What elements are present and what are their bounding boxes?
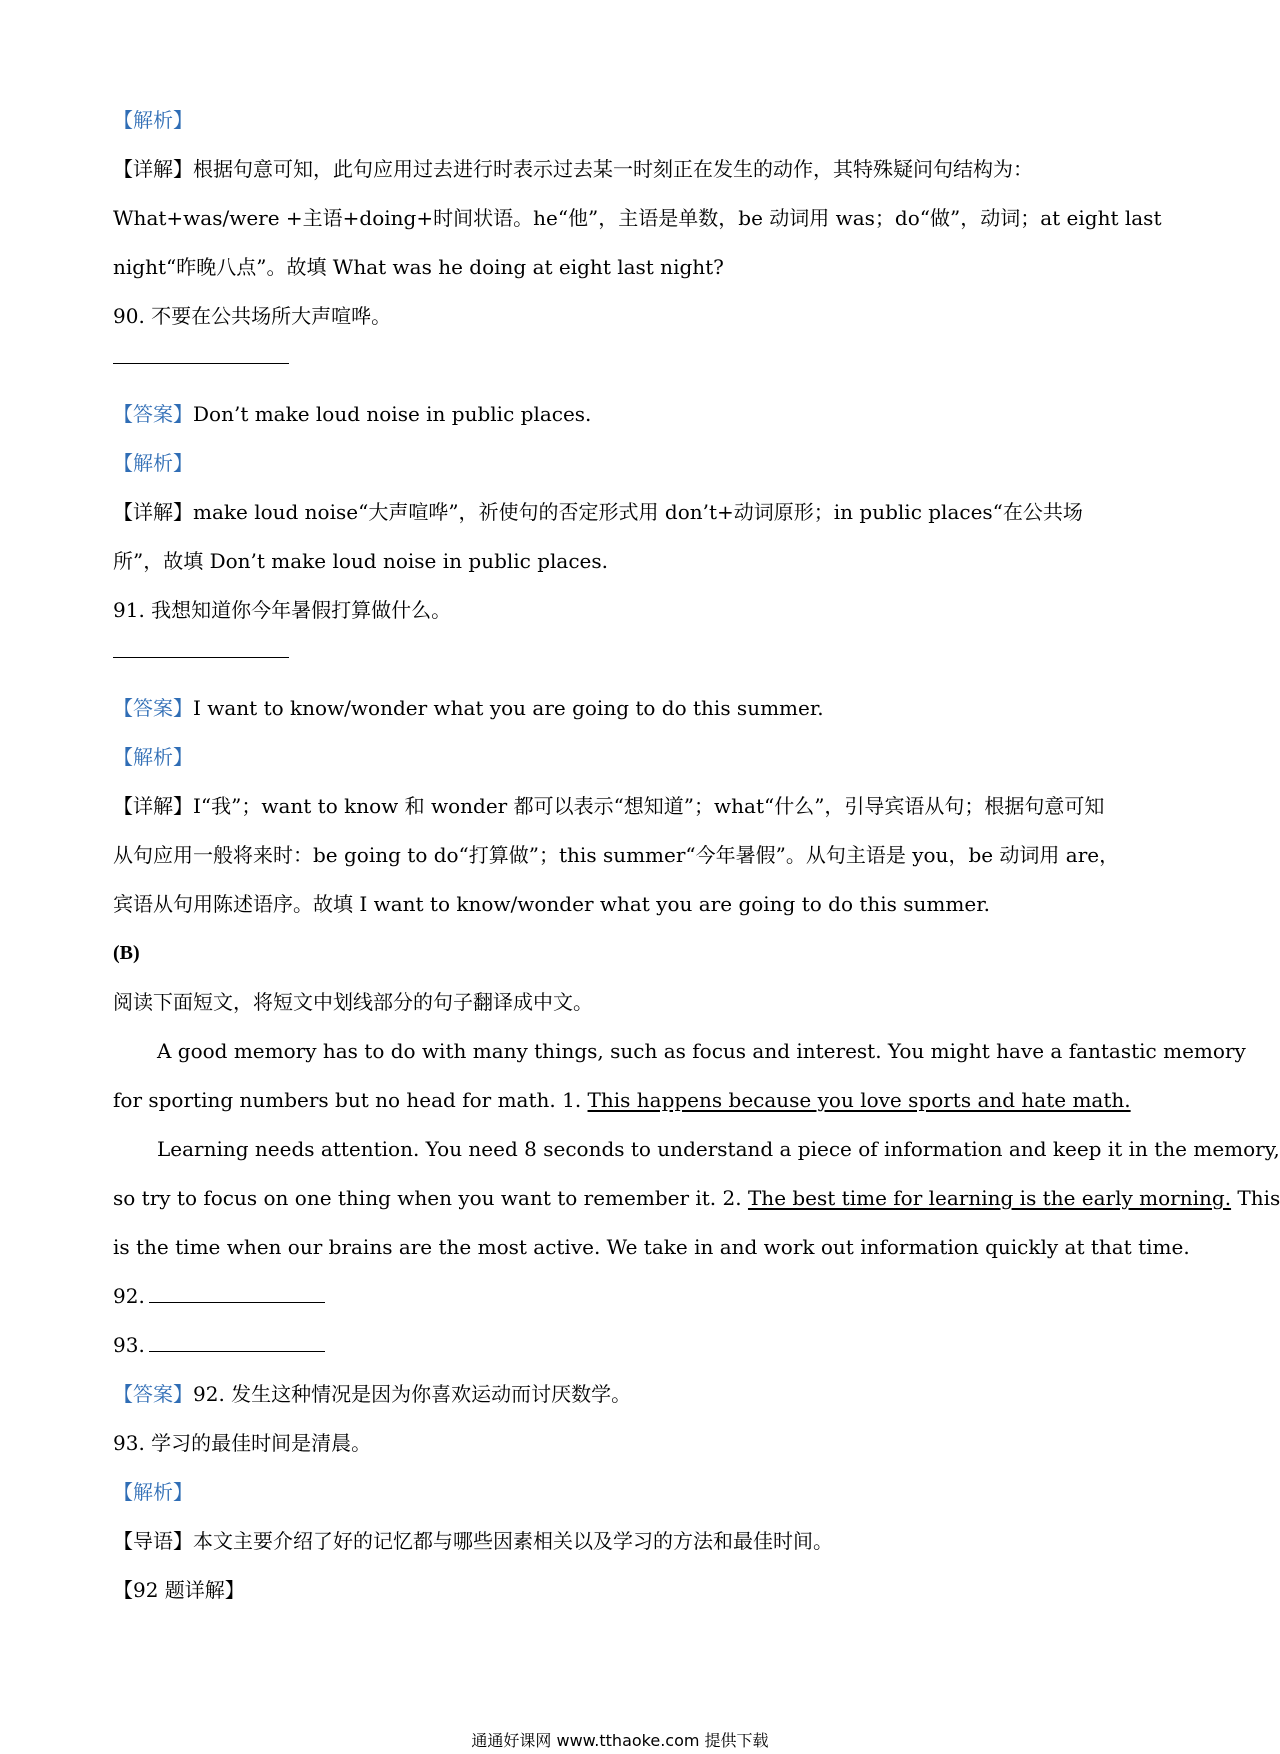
answer-blank-91 (113, 635, 1123, 684)
passage-p1-line-1: A good memory has to do with many things, such as focus and interest. You might have a fantastic memory (157, 1039, 1246, 1063)
daoyu-line: 【导语】本文主要介绍了好的记忆都与哪些因素相关以及学习的方法和最佳时间。 (113, 1529, 833, 1553)
underlined-sentence-2: The best time for learning is the early morning. (747, 1186, 1232, 1210)
jiexi-label-91: 【解析】 (113, 745, 193, 769)
answer-92: 【答案】92. 发生这种情况是因为你喜欢运动而讨厌数学。 (113, 1382, 632, 1406)
passage-p2-line-3: is the time when our brains are the most active. We take in and work out information quickly at that time. (113, 1235, 1190, 1259)
page-footer: 通通好课网 www.tthaoke.com 提供下载 (471, 1731, 769, 1750)
section-b-instruction: 阅读下面短文，将短文中划线部分的句子翻译成中文。 (113, 990, 593, 1014)
detail-89-line-1: 【详解】根据句意可知，此句应用过去进行时表示过去某一时刻正在发生的动作，其特殊疑问句结构为： (113, 157, 1033, 181)
question-93: 93. (113, 1321, 1123, 1370)
answer-91: 【答案】I want to know/wonder what you are going to do this summer. (113, 696, 824, 720)
underlined-sentence-1: This happens because you love sports and hate math. (587, 1088, 1131, 1112)
jiexi-label-89: 【解析】 (113, 108, 193, 132)
detail-91-line-1: 【详解】I“我”；want to know 和 wonder 都可以表示“想知道”；what“什么”，引导宾语从句；根据句意可知 (113, 794, 1105, 818)
jiexi-label-90: 【解析】 (113, 451, 193, 475)
question-90: 90. 不要在公共场所大声喧哗。 (113, 304, 392, 328)
answer-93: 93. 学习的最佳时间是清晨。 (113, 1431, 372, 1455)
question-91: 91. 我想知道你今年暑假打算做什么。 (113, 598, 452, 622)
answer-90: 【答案】Don’t make loud noise in public places. (113, 402, 592, 426)
detail-90-line-1: 【详解】make loud noise“大声喧哗”，祈使句的否定形式用 don’t+动词原形；in public places“在公共场 (113, 500, 1083, 524)
detail-90-line-2: 所”，故填 Don’t make loud noise in public places. (113, 549, 608, 573)
answer-blank-92 (149, 1286, 325, 1303)
passage-p2-line-1: Learning needs attention. You need 8 seconds to understand a piece of information and keep it in the memory, (157, 1137, 1280, 1161)
document-page (113, 96, 1280, 1615)
detail-91-line-3: 宾语从句用陈述语序。故填 I want to know/wonder what you are going to do this summer. (113, 892, 990, 916)
detail-89-line-3: night“昨晚八点”。故填 What was he doing at eight last night? (113, 255, 724, 279)
passage-p1-line-2: for sporting numbers but no head for math. 1. This happens because you love sports and hate math. (113, 1088, 1131, 1112)
detail-91-line-2: 从句应用一般将来时：be going to do“打算做”；this summer“今年暑假”。从句主语是 you，be 动词用 are， (113, 843, 1120, 867)
detail-89-line-2: What+was/were +主语+doing+时间状语。he“他”，主语是单数，be 动词用 was；do“做”，动词；at eight last (113, 206, 1162, 230)
answer-blank-90 (113, 341, 1123, 390)
passage-p2-line-2: so try to focus on one thing when you want to remember it. 2. The best time for learning is the early morning. This (113, 1186, 1280, 1210)
question-92: 92. (113, 1272, 1123, 1321)
answer-blank-93 (149, 1335, 325, 1352)
section-b-heading: (B) (113, 942, 140, 964)
jiexi-label-b: 【解析】 (113, 1480, 193, 1504)
q92-detail-label: 【92 题详解】 (113, 1578, 245, 1602)
